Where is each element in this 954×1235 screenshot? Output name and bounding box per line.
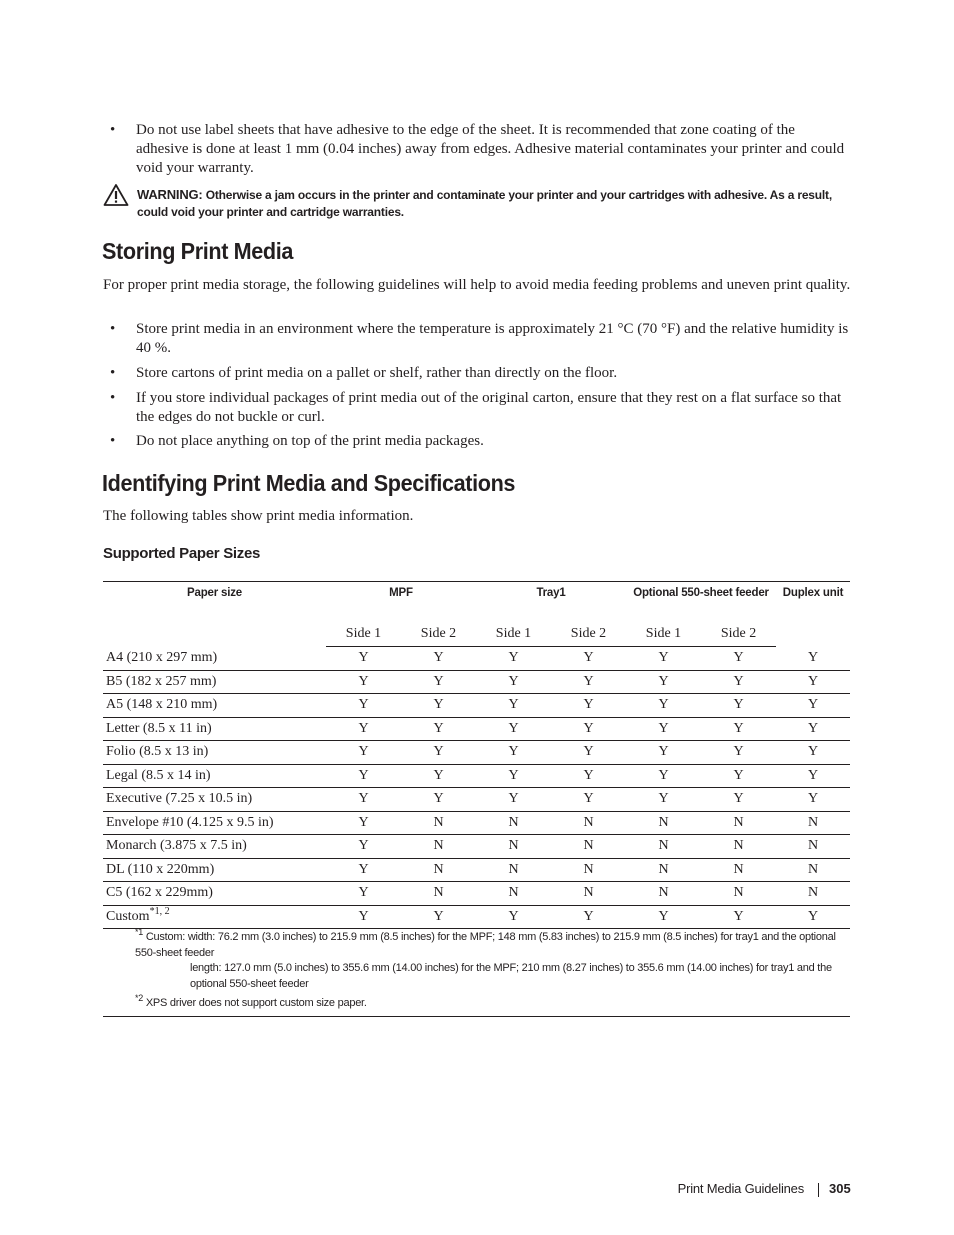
- subheader-side-2: Side 2: [401, 622, 476, 647]
- support-cell: N: [626, 811, 701, 835]
- support-cell: Y: [776, 670, 850, 694]
- paper-size-label: A4 (210 x 297 mm): [106, 650, 218, 665]
- table-row: [103, 741, 850, 765]
- support-cell: Y: [626, 905, 701, 929]
- paper-size-label: Custom: [106, 908, 150, 924]
- support-cell: Y: [326, 788, 401, 812]
- subheader-side-1: Side 1: [326, 622, 401, 647]
- paper-size-label: C5 (162 x 229mm): [106, 885, 213, 901]
- identifying-intro: The following tables show print media information.: [103, 508, 414, 524]
- support-cell: Y: [626, 694, 701, 718]
- support-cell: Y: [326, 741, 401, 765]
- support-cell: N: [701, 882, 776, 906]
- page-number: 305: [829, 1181, 851, 1196]
- support-cell: Y: [551, 741, 626, 765]
- support-cell: N: [401, 835, 476, 859]
- support-cell: Y: [776, 647, 850, 671]
- support-cell: N: [476, 811, 551, 835]
- support-cell: Y: [701, 717, 776, 741]
- subheading-supported-paper-sizes: Supported Paper Sizes: [103, 545, 261, 562]
- bullet-marker: •: [110, 433, 116, 449]
- support-cell: Y: [401, 764, 476, 788]
- table-row: [103, 905, 850, 929]
- bullet-marker: •: [110, 390, 116, 406]
- support-cell: Y: [326, 694, 401, 718]
- subheader-side-2: Side 2: [551, 622, 626, 647]
- support-cell: Y: [551, 905, 626, 929]
- support-cell: Y: [476, 741, 551, 765]
- support-cell: Y: [326, 764, 401, 788]
- support-cell: Y: [401, 905, 476, 929]
- support-cell: Y: [701, 741, 776, 765]
- support-cell: Y: [476, 717, 551, 741]
- support-cell: Y: [701, 694, 776, 718]
- support-cell: Y: [326, 670, 401, 694]
- support-cell: Y: [401, 717, 476, 741]
- footnote-1-mark: *1: [135, 927, 144, 937]
- support-cell: N: [701, 858, 776, 882]
- storing-intro: For proper print media storage, the following guidelines will help to avoid media feeding problems and uneven print quality.: [103, 277, 851, 293]
- table-row: [103, 858, 850, 882]
- footnote-2-text: XPS driver does not support custom size paper.: [145, 997, 367, 1009]
- paper-size-label: DL (110 x 220mm): [106, 861, 215, 877]
- support-cell: Y: [551, 670, 626, 694]
- table-row: [103, 764, 850, 788]
- support-cell: Y: [776, 741, 850, 765]
- header-tray1: Tray1: [536, 587, 566, 599]
- support-cell: Y: [701, 647, 776, 671]
- support-cell: Y: [476, 694, 551, 718]
- support-cell: Y: [401, 647, 476, 671]
- support-cell: Y: [476, 764, 551, 788]
- subheader-side-2: Side 2: [701, 622, 776, 647]
- table-row: [103, 835, 850, 859]
- support-cell: Y: [551, 788, 626, 812]
- header-paper-size: Paper size: [187, 587, 242, 599]
- support-cell: Y: [326, 858, 401, 882]
- support-cell: Y: [551, 764, 626, 788]
- support-cell: Y: [401, 741, 476, 765]
- table-row: [103, 647, 850, 671]
- warning-text: [137, 186, 853, 221]
- header-optional-feeder: Optional 550-sheet feeder: [633, 587, 769, 599]
- support-cell: N: [776, 811, 850, 835]
- paper-size-cell: [103, 647, 326, 671]
- table-row: [103, 694, 850, 718]
- subheader-side-1: Side 1: [626, 622, 701, 647]
- paper-size-label: B5 (182 x 257 mm): [106, 673, 217, 689]
- paper-sizes-table: [103, 581, 850, 929]
- support-cell: Y: [701, 764, 776, 788]
- bullet-marker: •: [110, 321, 116, 337]
- footer-separator: [818, 1183, 819, 1197]
- header-mpf: MPF: [389, 587, 413, 599]
- footnote-1: [135, 927, 847, 992]
- heading-storing-print-media: Storing Print Media: [102, 238, 294, 264]
- support-cell: Y: [626, 741, 701, 765]
- paper-size-label: Monarch (3.875 x 7.5 in): [106, 838, 247, 854]
- heading-identifying-print-media: Identifying Print Media and Specifications: [102, 470, 516, 496]
- table-row: [103, 717, 850, 741]
- subheader-side-1: Side 1: [476, 622, 551, 647]
- support-cell: N: [626, 882, 701, 906]
- support-cell: Y: [326, 647, 401, 671]
- storing-bullet-2: Store cartons of print media on a pallet or shelf, rather than directly on the floor.: [136, 365, 618, 381]
- support-cell: Y: [476, 647, 551, 671]
- support-cell: Y: [776, 694, 850, 718]
- support-cell: Y: [401, 670, 476, 694]
- footer-title: Print Media Guidelines: [677, 1181, 804, 1196]
- paper-size-cell: [103, 670, 326, 694]
- footnote-1-line-2: length: 127.0 mm (5.0 inches) to 355.6 mm (14.00 inches) for the MPF; 210 mm (8.27 inches) to 355.6 mm (14.00 inches) for tray1 and the optional 550-sheet feeder: [190, 962, 832, 990]
- paper-size-label: Legal (8.5 x 14 in): [106, 767, 211, 783]
- table-row: [103, 811, 850, 835]
- warning-label: WARNING:: [137, 187, 203, 202]
- paper-size-cell: [103, 764, 326, 788]
- support-cell: N: [701, 835, 776, 859]
- warning-icon: [103, 183, 129, 207]
- support-cell: Y: [476, 905, 551, 929]
- support-cell: Y: [701, 905, 776, 929]
- support-cell: N: [776, 882, 850, 906]
- support-cell: N: [776, 858, 850, 882]
- support-cell: N: [626, 858, 701, 882]
- support-cell: Y: [401, 694, 476, 718]
- support-cell: Y: [776, 788, 850, 812]
- support-cell: Y: [326, 717, 401, 741]
- support-cell: Y: [701, 670, 776, 694]
- support-cell: Y: [551, 694, 626, 718]
- footnote-reference: *1, 2: [149, 905, 170, 917]
- paper-size-cell: [103, 694, 326, 718]
- support-cell: N: [626, 835, 701, 859]
- paper-size-label: A5 (148 x 210 mm): [106, 697, 218, 713]
- table-row: [103, 788, 850, 812]
- paper-size-label: Executive (7.25 x 10.5 in): [106, 791, 253, 807]
- support-cell: N: [401, 858, 476, 882]
- footnote-2: [135, 993, 847, 1012]
- paper-size-cell: [103, 882, 326, 906]
- support-cell: Y: [626, 670, 701, 694]
- support-cell: Y: [401, 788, 476, 812]
- support-cell: Y: [776, 717, 850, 741]
- paper-size-cell: [103, 717, 326, 741]
- table-footnotes: [103, 927, 850, 1017]
- support-cell: Y: [326, 905, 401, 929]
- storing-bullet-3: If you store individual packages of print media out of the original carton, ensure that they rest on a flat surface so that the edges do not buckle or curl.: [136, 390, 842, 425]
- support-cell: Y: [476, 788, 551, 812]
- support-cell: N: [476, 858, 551, 882]
- bullet-marker: •: [110, 122, 116, 138]
- paper-size-cell: [103, 741, 326, 765]
- bullet-marker: •: [110, 365, 116, 381]
- support-cell: Y: [476, 670, 551, 694]
- support-cell: N: [401, 811, 476, 835]
- paper-size-cell: [103, 905, 326, 929]
- support-cell: N: [551, 882, 626, 906]
- paper-size-cell: [103, 811, 326, 835]
- footnote-2-mark: *2: [135, 993, 144, 1003]
- footnote-1-line-1: Custom: width: 76.2 mm (3.0 inches) to 215.9 mm (8.5 inches) for the MPF; 148 mm (5.83 inches) to 215.9 mm (8.5 inches) for tray1 and the optional 550-sheet feeder: [135, 931, 836, 959]
- support-cell: Y: [701, 788, 776, 812]
- support-cell: Y: [626, 788, 701, 812]
- intro-bullet-text: Do not use label sheets that have adhesive to the edge of the sheet. It is recommended that zone coating of the adhesive is done at least 1 mm (0.04 inches) away from edges. Adhesive material contaminates your printer and could void your warranty.: [136, 122, 845, 176]
- support-cell: Y: [326, 882, 401, 906]
- support-cell: N: [401, 882, 476, 906]
- support-cell: Y: [776, 905, 850, 929]
- paper-size-label: Envelope #10 (4.125 x 9.5 in): [106, 814, 274, 830]
- support-cell: Y: [626, 647, 701, 671]
- table-row: [103, 670, 850, 694]
- table-row: [103, 882, 850, 906]
- support-cell: Y: [551, 717, 626, 741]
- support-cell: Y: [551, 647, 626, 671]
- support-cell: N: [776, 835, 850, 859]
- paper-size-label: Letter (8.5 x 11 in): [106, 720, 212, 736]
- paper-size-label: Folio (8.5 x 13 in): [106, 744, 209, 760]
- support-cell: N: [551, 858, 626, 882]
- storing-bullet-1: Store print media in an environment where the temperature is approximately 21 °C (70 °F) and the relative humidity is 40 %.: [136, 321, 849, 356]
- support-cell: N: [476, 835, 551, 859]
- support-cell: N: [551, 811, 626, 835]
- warning-body: Otherwise a jam occurs in the printer and contaminate your printer and your cartridges with adhesive. As a result, could void your printer and cartridge warranties.: [137, 188, 832, 219]
- paper-size-cell: [103, 858, 326, 882]
- support-cell: Y: [326, 835, 401, 859]
- table-body: [103, 647, 850, 929]
- support-cell: N: [476, 882, 551, 906]
- paper-size-cell: [103, 788, 326, 812]
- header-duplex-unit: Duplex unit: [782, 587, 844, 599]
- storing-bullet-4: Do not place anything on top of the print media packages.: [136, 433, 484, 449]
- support-cell: Y: [626, 764, 701, 788]
- support-cell: N: [701, 811, 776, 835]
- support-cell: Y: [776, 764, 850, 788]
- support-cell: Y: [626, 717, 701, 741]
- support-cell: N: [551, 835, 626, 859]
- support-cell: Y: [326, 811, 401, 835]
- paper-size-cell: [103, 835, 326, 859]
